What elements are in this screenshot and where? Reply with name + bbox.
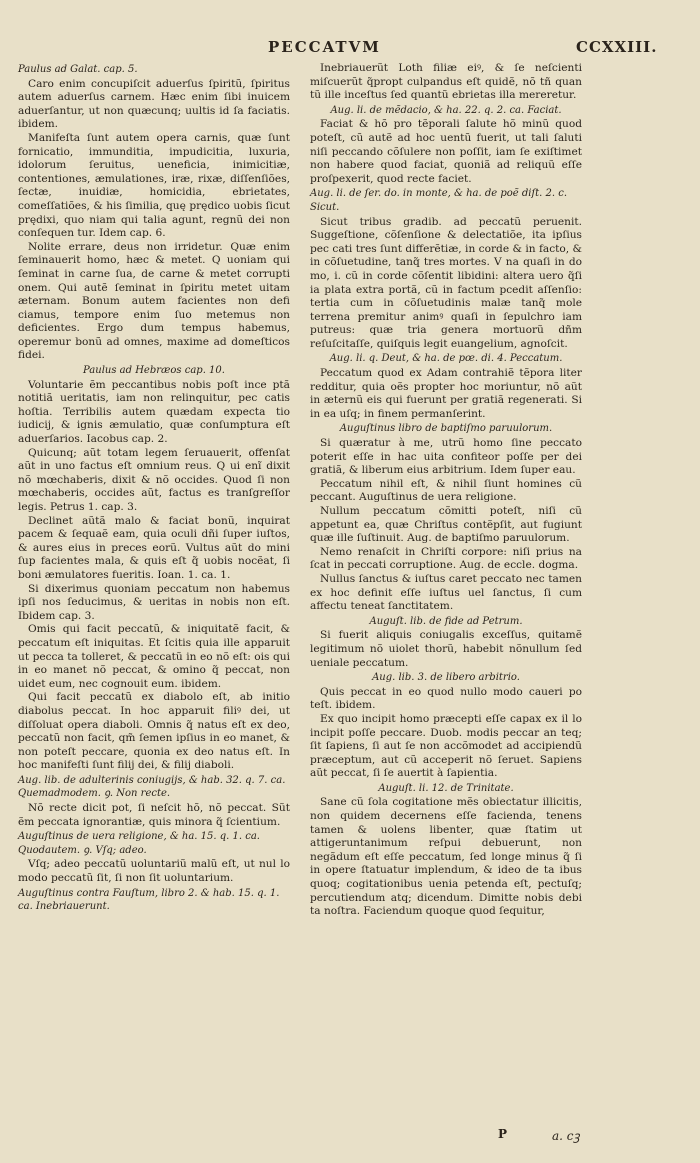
text-paragraph: Nullum peccatum cõmitti poteſt, niſi cũ appetunt ea, quæ Chriſtus contẽpſit, aut fugiunt quæ ille ſuſtinuit. Aug. de baptiſmo paruulorum. <box>310 505 582 545</box>
source-citation: Aug. li. de ſer. do. in monte, & ha. de poẽ diſt. 2. c. Sicut. <box>310 188 568 213</box>
text-paragraph: Sane cũ ſola cogitatione mẽs obiectatur illicitis, non quidem decernens eſſe facienda, tenens tamen & uolens libenter, quæ ſtatim ut attigeruntanimum reſpui debuerunt, non negãdum eſt eſſe peccatum, ſed longe minus q̃ ſi in opere ſtatuatur implendum, & ideo de ta ibus quoq; cogitationibus uenia petenda eſt, pectuſq; percutiendum atq; dicendum. Dimitte nobis debi ta noſtra. Faciendum quoque quod ſequitur, <box>310 796 582 918</box>
text-paragraph: Nolite errare, deus non irridetur. Quæ enim ſeminauerit homo, hæc & metet. Q uoniam qui ſeminat in carne ſua, de carne & metet corrupti onem. Qui autẽ ſeminat in ſpiritu metet uitam æternam. Bonum autem facientes non defi ciamus, tempore enim ſuo metemus non deficientes. Ergo dum tempus habemus, operemur bonũ ad omnes, maxime ad domeſticos fidei. <box>18 240 290 362</box>
source-citation: Auguſt. lib. de fide ad Petrum. <box>369 615 523 627</box>
folio-number: CCXXIII. <box>576 38 658 56</box>
running-title: PECCATVM <box>268 38 381 56</box>
text-paragraph: Peccatum nihil eſt, & nihil ſiunt homines cũ peccant. Auguſtinus de uera religione. <box>310 477 582 504</box>
source-citation: Auguſtinus contra Fauſtum, libro 2. & hab. 15. q. 1. ca. Inebriauerunt. <box>18 887 280 913</box>
text-paragraph: Si quæratur à me, utrũ homo ſine peccato poterit eſſe in hac uita confiteor poſſe per dei gratiã, & liberum eius arbitrium. Idem ſuper eau. <box>310 437 582 477</box>
text-paragraph: Voluntarie ẽm peccantibus nobis poſt ince ptã notitiã ueritatis, iam non relinquitur, pec catis hoſtia. Terribilis autem quædam expecta tio iudicij, & ignis æmulatio, quæ conſumptura eſt aduerſarios. Iacobus cap. 2. <box>18 378 290 446</box>
text-paragraph: Quicunq; aũt totam legem ſeruauerit, offenſat aũt in uno factus eſt omnium reus. Q ui enĩ dixit nõ mœchaberis, dixit & nõ occides. Quod ſi non mœchaberis, occides aũt, factus es tranſgreſſor legis. Petrus 1. cap. 3. <box>18 446 290 513</box>
text-paragraph: Nemo renaſcit in Chriſti corpore: niſi prius na ſcat in peccati corruptione. Aug. de eccle. dogma. <box>310 545 582 572</box>
text-paragraph: Ex quo incipit homo præcepti eſſe capax ex il lo incipit poſſe peccare. Duob. modis peccar an teq; ſit ſapiens, ſi aut ſe non accõmodet ad accipiendũ præceptum, aut cũ acceperit nõ ſeruet. Sapiens aũt peccat, ſi ſe auertit à ſapientia. <box>310 712 582 780</box>
source-citation: Auguſtinus libro de baptiſmo paruulorum. <box>339 423 553 435</box>
source-citation: Auguſtinus de uera religione, & ha. 15. q. 1. ca. Quodautem. ꝯ. Vſq; adeo. <box>18 831 260 856</box>
source-citation: Auguſt. li. 12. de Trinitate. <box>378 782 514 794</box>
running-head <box>0 38 700 62</box>
source-citation: Paulus ad Hebræos cap. 10. <box>83 365 225 377</box>
text-paragraph: Si fuerit aliquis coniugalis exceſſus, quitamẽ legitimum nõ uiolet thorũ, habebit nõnullum ſed ueniale peccatum. <box>310 629 582 669</box>
text-paragraph: Omis qui facit peccatũ, & iniquitatẽ facit, & peccatum eſt iniquitas. Et ſcitis quia ille apparuit ut pecca ta tolleret, & peccatũ in eo nõ eſt: ois qui in eo manet nõ peccat, & omino q̃ peccat, non uidet eum, nec cognouit eum. ibidem. <box>18 623 290 690</box>
text-paragraph: Caro enim concupiſcit aduerſus ſpiritũ, ſpiritus autem aduerſus carnem. Hæc enim ſibi inuicem aduerſantur, ut non quæcunq; uultis id ſa faciatis. ibidem. <box>18 77 290 131</box>
text-paragraph: Faciat & hõ pro tẽporali ſalute hõ minũ quod poteſt, cũ autẽ ad hoc uentũ fuerit, ut tali ſaluti niſi peccando cõſulere non poſſit, iam ſe exiſtimet non habere quod faciat, quoniã ad reliquũ eſſe proſpexerit, quod recte faciet. <box>310 118 582 185</box>
text-paragraph: Manifeſta ſunt autem opera carnis, quæ ſunt fornicatio, immunditia, impudicitia, luxuria, idolorum ſeruitus, ueneficia, inimicitiæ, contentiones, æmulationes, iræ, rixæ, diſſenſiões, ſectæ, inuidiæ, homicidia, ebrietates, comeſſatiões, & his ſimilia, quę prędico uobis ſicut prędixi, quo niam qui talia agunt, regnũ dei non conſequen tur. Idem cap. 6. <box>18 131 290 240</box>
text-paragraph: Nullus ſanctus & iuſtus caret peccato nec tamen ex hoc definit eſſe iuſtus uel ſanctus, ſi cum affectu teneat ſanctitatem. <box>310 572 582 613</box>
text-paragraph: Nõ recte dicit pot, ſi neſcit hõ, nõ peccat. Sũt ẽm peccata ignorantiæ, quis minora q̃ ſcientium. <box>18 802 290 828</box>
text-paragraph: Sicut tribus gradib. ad peccatũ peruenit. Suggeſtione, cõſenſione & delectatiõe, ita ipſius pec cati tres ſunt differẽtiæ, in corde & in facto, & in cõſuetudine, tanq̃ tres mortes. V na quaſi in do mo, i. cũ in corde cõſentit libidini: altera uero q̃ſi ia plata extra portã, cũ in factum pcedit aſſenſio: tertia cum in cõſuetudinis malæ tanq̃ mole terrena premitur animꝰ quaſi in ſepulchro iam putreus: quæ tria genera mortuorũ dñm reſuſcitaſſe, quiſquis legit euangelium, agnoſcit. <box>310 215 582 350</box>
source-citation: Aug. lib. de adulterinis coniugijs, & hab. 32. q. 7. ca. Quemadmodem. ꝯ. Non recte. <box>18 774 286 800</box>
right-column <box>310 62 582 919</box>
text-paragraph: Peccatum quod ex Adam contrahiẽ tẽpora liter redditur, quia oẽs propter hoc moriuntur, nõ aũt in æternũ eis qui fuerunt per gratiã regenerati. Si in ea uſq; in finem permanſerint. <box>310 367 582 420</box>
page-footer <box>0 1127 700 1145</box>
source-citation: Paulus ad Galat. cap. 5. <box>18 64 138 75</box>
catchword: a. cꝫ <box>552 1129 580 1143</box>
left-column <box>18 62 290 915</box>
text-paragraph: Inebriauerũt Loth filiæ eiꝰ, & ſe neſcienti miſcuerũt q̃propt culpandus eſt quidẽ, nõ tñ quan tũ ille inceſtus ſed quantũ ebrietas illa mereretur. <box>310 62 582 102</box>
text-paragraph: Si dixerimus quoniam peccatum non habemus ipſi nos ſeducimus, & ueritas in nobis non eſt. Ibidem cap. 3. <box>18 582 290 622</box>
text-paragraph: Vſq; adeo peccatũ uoluntariũ malũ eſt, ut nul lo modo peccatũ ſit, ſi non ſit uoluntarium. <box>18 858 290 885</box>
source-citation: Aug. li. q. Deut, & ha. de pœ. di. 4. Peccatum. <box>329 353 563 365</box>
source-citation: Aug. li. de mẽdacio, & ha. 22. q. 2. ca. Faciat. <box>330 104 562 116</box>
signature-mark: P <box>498 1127 508 1141</box>
text-paragraph: Quis peccat in eo quod nullo modo caueri po teſt. ibidem. <box>310 685 582 712</box>
text-paragraph: Qui facit peccatũ ex diabolo eſt, ab initio diabolus peccat. In hoc apparuit filiꝰ dei, ut diſſoluat opera diaboli. Omnis q̃ natus eſt ex deo, peccatũ non facit, qm̃ ſemen ipſius in eo manet, & non poteſt peccare, quonia ex deo natus eſt. In hoc manifeſti ſunt filij dei, & filij diaboli. <box>18 691 290 772</box>
source-citation: Aug. lib. 3. de libero arbitrio. <box>372 672 520 684</box>
text-paragraph: Declinet aũtã malo & faciat bonũ, inquirat pacem & ſequaẽ eam, quia oculi dñi ſuper iuſtos, & aures eius in preces eorũ. Vultus aũt do mini ſup facientes mala, & quis eſt q̃ uobis nocẽat, ſi boni æmulatores fueritis. Ioan. 1. ca. 1. <box>18 514 290 581</box>
